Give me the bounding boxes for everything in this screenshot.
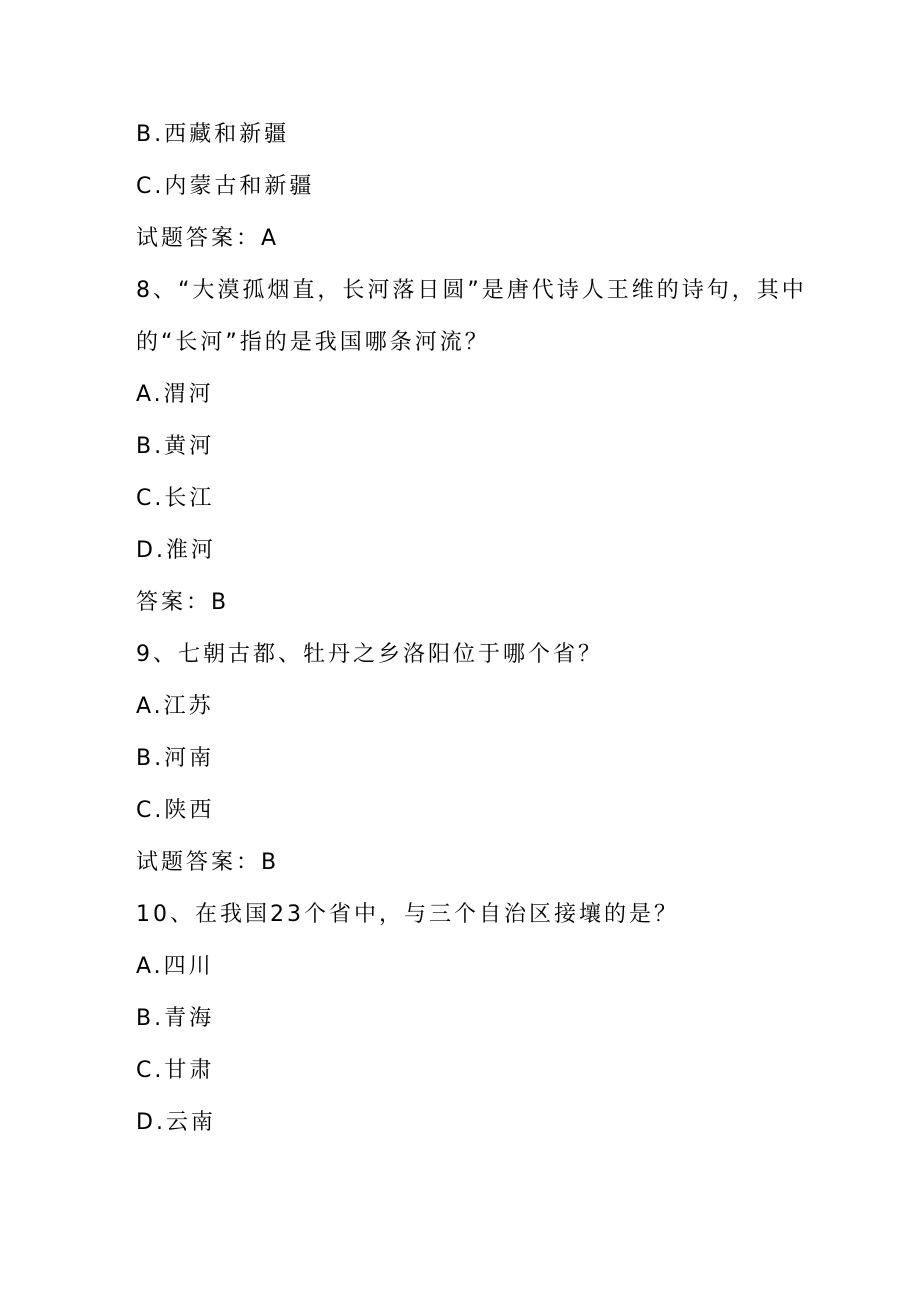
question-8-line-1: 8、“大漠孤烟直，长河落日圆”是唐代诗人王维的诗句，其中 [136, 278, 807, 303]
question-10: 10、在我国23个省中，与三个自治区接壤的是？ [136, 902, 679, 927]
question-8-line-2: 的“长河”指的是我国哪条河流？ [136, 330, 490, 355]
answer-q9: 试题答案：B [136, 850, 280, 875]
option-a-q9: A.江苏 [136, 694, 214, 719]
option-b-q9: B.河南 [136, 746, 215, 771]
option-b-q7: B.西藏和新疆 [136, 122, 290, 147]
option-d-q8: D.淮河 [136, 538, 216, 563]
answer-q7: 试题答案：A [136, 226, 280, 251]
option-c-q8: C.长江 [136, 486, 215, 511]
answer-q8: 答案：B [136, 590, 230, 615]
option-d-q10: D.云南 [136, 1110, 216, 1135]
question-9: 9、七朝古都、牡丹之乡洛阳位于哪个省？ [136, 642, 603, 667]
option-c-q9: C.陕西 [136, 798, 215, 823]
option-b-q10: B.青海 [136, 1006, 215, 1031]
option-a-q8: A.渭河 [136, 382, 214, 407]
option-c-q10: C.甘肃 [136, 1058, 215, 1083]
option-c-q7: C.内蒙古和新疆 [136, 174, 315, 199]
option-b-q8: B.黄河 [136, 434, 215, 459]
option-a-q10: A.四川 [136, 954, 214, 979]
